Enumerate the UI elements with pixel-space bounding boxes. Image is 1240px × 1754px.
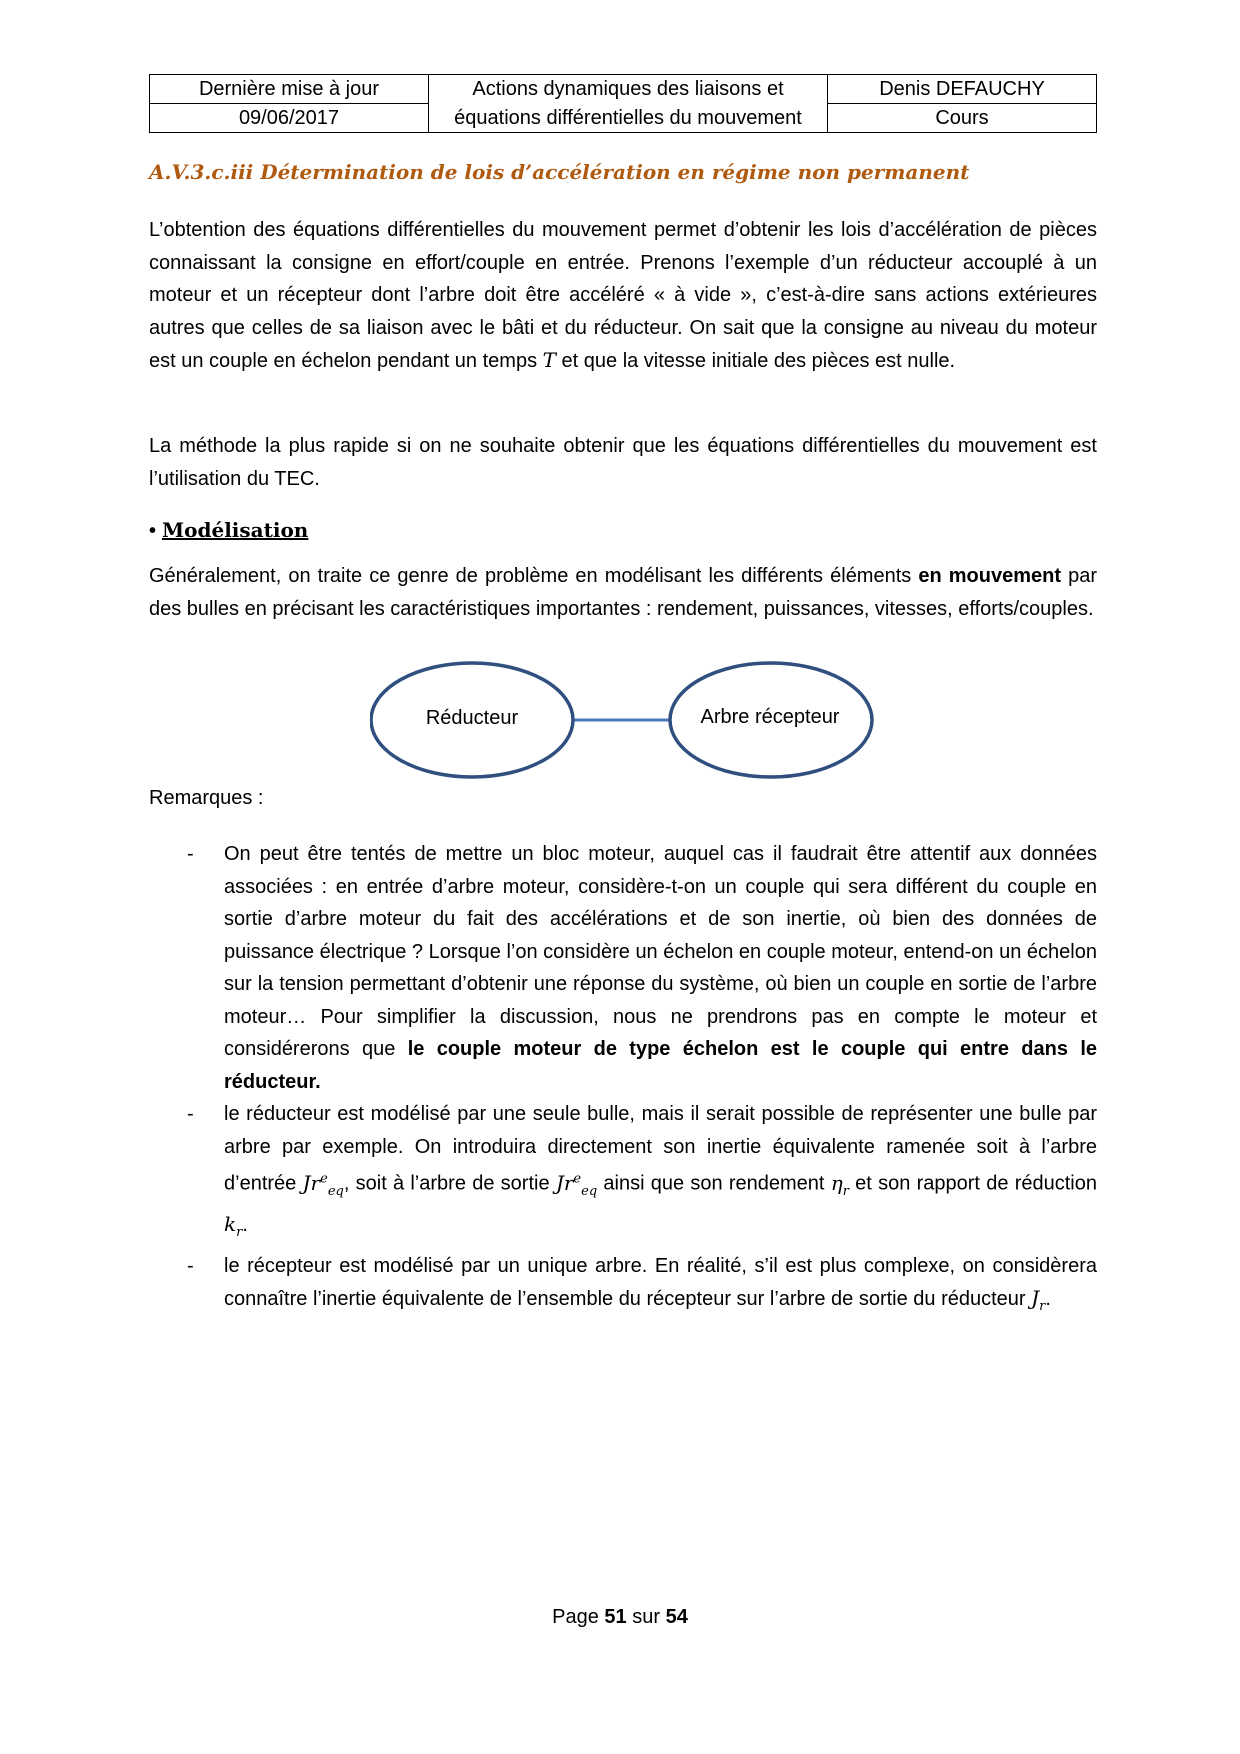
bubble-arbre-recepteur-label: Arbre récepteur bbox=[700, 706, 840, 728]
remark1-text: On peut être tentés de mettre un bloc moteur, auquel cas il faudrait être attentif aux données associées : en entrée d’arbre moteur, considère-t-on un couple qui sera différent du couple en sortie d’arbre moteur du fait des accélérations et de son inertie, où bien des données de puissance électrique ? Lorsque l’on considère un échelon en couple moteur, entend-on un échelon sur la tension permettant d’obtenir une réponse du système, où bien un couple en sortie de l’arbre moteur… Pour simplifier la discussion, nous ne prendrons pas en compte le moteur et considérerons que bbox=[224, 843, 1097, 1060]
math-jr-entree-sup: e bbox=[320, 1171, 328, 1186]
bubble-diagram bbox=[370, 660, 880, 780]
math-jr bbox=[1031, 1286, 1046, 1315]
bubble-reducteur-label: Réducteur bbox=[425, 707, 519, 729]
paragraph-modelisation bbox=[149, 560, 1097, 625]
footer-of-word: sur bbox=[632, 1606, 661, 1628]
remark-item bbox=[149, 1098, 1097, 1250]
para3-after: par des bulles en précisant les caractéristiques importantes : rendement, puissances, vitesses, efforts/couples. bbox=[149, 565, 1098, 620]
remark3-text: le récepteur est modélisé par un unique arbre. En réalité, s’il est plus complexe, on considèrera connaître l’inertie équivalente de l’ensemble du récepteur sur l’arbre de sortie du réducteur bbox=[224, 1254, 1097, 1311]
remark2-text-e: . bbox=[242, 1214, 248, 1237]
header-last-update-label: Dernière mise à jour bbox=[150, 75, 429, 104]
math-jr-sortie bbox=[555, 1170, 598, 1199]
para3-text: Généralement, on traite ce genre de problème en modélisant les différents éléments bbox=[149, 565, 919, 587]
math-eta bbox=[830, 1170, 849, 1199]
math-jr-sortie-sub: eq bbox=[581, 1183, 598, 1199]
footer-page-number: 51 bbox=[604, 1606, 627, 1628]
math-eta-sub: r bbox=[842, 1183, 849, 1199]
footer-page-word: Page bbox=[552, 1606, 599, 1628]
math-kr bbox=[224, 1212, 243, 1241]
header-title-line1: Actions dynamiques des liaisons et bbox=[429, 75, 828, 104]
header-date: 09/06/2017 bbox=[150, 104, 429, 133]
remarques-label: Remarques : bbox=[149, 787, 264, 809]
header-doc-type: Cours bbox=[828, 104, 1097, 133]
para1-text-a: L’obtention des équations différentielles du mouvement permet d’obtenir les lois d’accélération de pièces connaissant la consigne en effort/couple en entrée. Prenons l’exemple d’un réducteur accouplé à un moteur et un récepteur dont l’arbre doit être accéléré « à vide », c’est-à-dire sans actions extérieures autres que celles de sa liaison avec le bâti et du réducteur. On sait que la consigne au niveau du moteur est un couple en échelon pendant un temps bbox=[149, 219, 1097, 372]
math-T: T bbox=[542, 348, 556, 372]
bullet-dot-icon: • bbox=[149, 520, 157, 542]
math-jr-entree-sub: eq bbox=[327, 1183, 344, 1199]
remark1-bold: le couple moteur de type échelon est le couple qui entre dans le réducteur. bbox=[224, 1038, 1098, 1093]
remark3-end: . bbox=[1045, 1288, 1051, 1311]
heading-modelisation-label: Modélisation bbox=[162, 518, 309, 542]
dash-bullet: - bbox=[187, 843, 194, 865]
remark2-text-c: ainsi que son rendement bbox=[597, 1172, 831, 1195]
remark-item bbox=[149, 838, 1097, 1098]
header-table bbox=[149, 74, 1097, 133]
remark2-text-d: et son rapport de réduction bbox=[848, 1172, 1097, 1195]
math-jr-sortie-sup: e bbox=[573, 1171, 582, 1186]
math-eta-base: η bbox=[830, 1170, 843, 1195]
dash-bullet: - bbox=[187, 1103, 194, 1125]
math-kr-sub: r bbox=[236, 1225, 243, 1241]
remarks-list bbox=[149, 838, 1097, 1324]
header-author: Denis DEFAUCHY bbox=[828, 75, 1097, 104]
footer-page-total: 54 bbox=[665, 1606, 688, 1628]
math-jr-base: J bbox=[1031, 1286, 1040, 1311]
paragraph-tec: La méthode la plus rapide si on ne souhaite obtenir que les équations différentielles du mouvement est l’utilisation du TEC. bbox=[149, 435, 1097, 490]
para3-bold: en mouvement bbox=[918, 565, 1062, 587]
dash-bullet: - bbox=[187, 1254, 194, 1277]
paragraph-intro bbox=[149, 214, 1097, 378]
math-jr-entree bbox=[302, 1170, 344, 1199]
header-title-line2: équations différentielles du mouvement bbox=[429, 104, 828, 133]
math-kr-base: k bbox=[224, 1212, 237, 1237]
para1-text-b: et que la vitesse initiale des pièces est nulle. bbox=[555, 350, 956, 372]
section-title: A.V.3.c.iii Détermination de lois d’accélération en régime non permanent bbox=[149, 160, 970, 184]
remark2-text-a: le réducteur est modélisé par une seule bulle, mais il serait possible de représenter une bulle par arbre par exemple. On introduira directement son inertie équivalente ramenée soit à l’arbre d’entrée bbox=[224, 1103, 1097, 1195]
remark-item bbox=[149, 1250, 1097, 1324]
math-jr-sub: r bbox=[1039, 1299, 1046, 1315]
math-jr-sortie-base: Jr bbox=[555, 1170, 574, 1195]
page-footer bbox=[0, 1606, 1240, 1629]
bullet-heading-modelisation bbox=[149, 518, 308, 543]
remark2-text-b: , soit à l’arbre de sortie bbox=[343, 1172, 556, 1195]
math-jr-entree-base: Jr bbox=[302, 1170, 321, 1195]
